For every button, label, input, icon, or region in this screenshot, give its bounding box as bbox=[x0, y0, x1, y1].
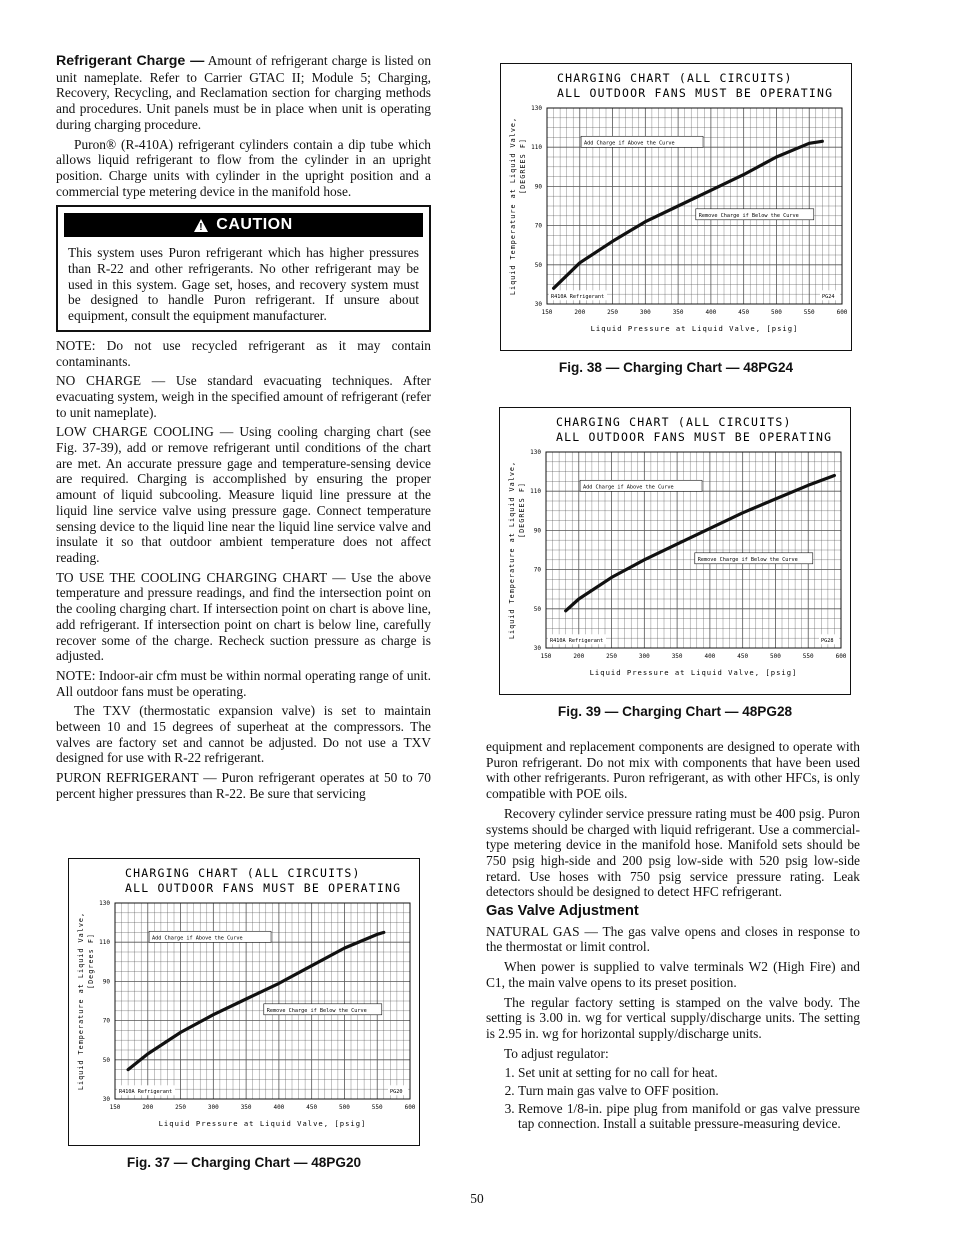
x-tick-label: 400 bbox=[705, 309, 717, 316]
x-axis-label: Liquid Pressure at Liquid Valve, [psig] bbox=[589, 668, 798, 677]
chart-subtitle: ALL OUTDOOR FANS MUST BE OPERATING bbox=[125, 881, 402, 895]
x-tick-label: 150 bbox=[109, 1104, 121, 1111]
x-tick-label: 550 bbox=[371, 1104, 383, 1111]
y-tick-label: 130 bbox=[99, 900, 110, 907]
charging-chart-48pg24 bbox=[501, 64, 851, 345]
x-tick-label: 500 bbox=[770, 653, 781, 660]
charging-curve bbox=[566, 476, 835, 611]
y-tick-label: 130 bbox=[531, 105, 542, 112]
to-adjust-paragraph: To adjust regulator: bbox=[504, 1045, 609, 1061]
caution-text: This system uses Puron refrigerant which has higher pressures than R-22 and other refrigerants. No other refrigerant may be used in this system. Gage set, hoses, and recovery system must be designed to handle Puron refrigerant. If unsure about equipment, consult the equipment manufacturer. bbox=[68, 245, 419, 324]
figure-39 bbox=[499, 407, 851, 719]
figure-37 bbox=[68, 858, 420, 1170]
annotation-add-label: Add Charge if Above the Curve bbox=[584, 140, 675, 147]
y-tick-label: 50 bbox=[533, 605, 541, 613]
x-tick-label: 300 bbox=[207, 1104, 219, 1111]
x-tick-label: 300 bbox=[639, 309, 651, 316]
x-tick-label: 150 bbox=[541, 309, 553, 316]
x-tick-label: 450 bbox=[306, 1104, 318, 1111]
note-indoor-cfm: NOTE: Indoor-air cfm must be within normal operating range of unit. All outdoor fans must be operating. bbox=[56, 667, 431, 699]
refrigerant-charge-intro: Amount of refrigerant charge is listed on unit nameplate. Refer to Carrier GTAC II; Module 5; Charging, Recovery, Recycling, and Reclamation section for charging methods and procedures. Unit panels must be in place when unit is operating during charging procedure. bbox=[56, 53, 432, 132]
y-tick-label: 30 bbox=[102, 1096, 110, 1103]
y-axis-unit-label: [DEGREES F] bbox=[518, 481, 526, 539]
adjust-steps-list bbox=[486, 1065, 860, 1132]
equipment-paragraph: equipment and replacement components are designed to operate with Puron refrigerant. Do not mix with components that have been used with other refrigerants. Puron refrigerant, as with other HFCs, is only compatible with POE oils. bbox=[486, 739, 860, 802]
x-tick-label: 500 bbox=[339, 1104, 350, 1111]
charging-chart-48pg20 bbox=[69, 859, 419, 1140]
x-tick-label: 400 bbox=[273, 1104, 285, 1111]
model-label: PG20 bbox=[390, 1089, 403, 1096]
x-tick-label: 300 bbox=[638, 653, 650, 660]
y-axis-unit-label: [DEGREES F] bbox=[519, 137, 527, 195]
figure-caption: Fig. 37 — Charging Chart — 48PG20 bbox=[126, 1155, 362, 1170]
low-charge-cooling-paragraph: LOW CHARGE COOLING — Using cooling charging chart (see Fig. 37-39), add or remove refrigerant until conditions of the chart are met. An accurate pressure gage and temperature-sensing device are required. Charging is accomplished by ensuring the proper amount of liquid subcooling. Measure liquid line pressure at the liquid line service valve using pressure gage. Connect temperature sensing device to the liquid line near the liquid line service valve and insulate it so that outdoor ambient temperature does not affect reading. bbox=[56, 424, 431, 565]
y-tick-label: 90 bbox=[533, 527, 541, 535]
x-tick-label: 550 bbox=[803, 309, 815, 316]
gas-valve-heading: Gas Valve Adjustment bbox=[486, 903, 639, 920]
x-tick-label: 400 bbox=[704, 653, 716, 660]
y-tick-label: 90 bbox=[534, 183, 542, 191]
y-axis-label: Liquid Temperature at Liquid Valve, bbox=[508, 460, 516, 640]
caution-label: CAUTION bbox=[216, 216, 293, 234]
puron-refrigerant-paragraph: PURON REFRIGERANT — Puron refrigerant operates at 50 to 70 percent higher pressures than R-22. Be sure that servicing bbox=[56, 770, 431, 801]
x-tick-label: 600 bbox=[835, 653, 847, 660]
y-tick-label: 90 bbox=[102, 978, 110, 986]
natural-gas-paragraph: NATURAL GAS — The gas valve opens and closes in response to the thermostat or limit control. bbox=[486, 923, 860, 955]
x-tick-label: 150 bbox=[540, 653, 552, 660]
x-tick-label: 600 bbox=[404, 1104, 416, 1111]
x-tick-label: 450 bbox=[737, 653, 749, 660]
list-item: 3. Remove 1/8-in. pipe plug from manifold or gas valve pressure tap connection. Install a suitable pressure-measuring device. bbox=[518, 1101, 860, 1132]
regular-setting-paragraph: The regular factory setting is stamped on the valve body. The setting is 3.00 in. wg for vertical supply/discharge units. The setting is 2.95 in. wg for horizontal supply/discharge units. bbox=[486, 994, 860, 1041]
refrigerant-charge-heading: Refrigerant Charge — bbox=[56, 53, 205, 69]
x-tick-label: 350 bbox=[672, 309, 684, 316]
x-tick-label: 250 bbox=[607, 309, 618, 316]
x-tick-label: 350 bbox=[240, 1104, 252, 1111]
y-tick-label: 70 bbox=[534, 222, 542, 230]
power-supplied-paragraph: When power is supplied to valve terminals W2 (High Fire) and C1, the main valve opens to its preset position. bbox=[486, 959, 860, 990]
left-column bbox=[56, 53, 431, 806]
chart-frame bbox=[500, 63, 852, 351]
chart-subtitle: ALL OUTDOOR FANS MUST BE OPERATING bbox=[557, 86, 834, 100]
y-axis-label: Liquid Temperature at Liquid Valve, bbox=[509, 116, 517, 296]
refrigerant-label: R410A Refrigerant bbox=[119, 1089, 173, 1096]
warning-triangle-icon bbox=[194, 219, 208, 232]
x-axis-label: Liquid Pressure at Liquid Valve, [psig] bbox=[158, 1119, 367, 1128]
to-use-chart-paragraph: TO USE THE COOLING CHARGING CHART — Use the above temperature and pressure readings, and find the intersection point on the cooling charging chart. If intersection point on chart is above line, add refrigerant. If intersection point on chart is below line, carefully recover some of the charge. Recheck suction pressure as charge is adjusted. bbox=[56, 569, 431, 664]
recovery-cylinder-paragraph: Recovery cylinder service pressure rating must be 400 psig. Puron systems should be charged with liquid refrigerant. Use a commercial-type metering device in the manifold hose. Manifold sets should be 750 psig high-side and 200 psig low-side with 520 psig low-side retard. Use hoses with 750 psig service pressure rating. Leak detectors should be designed to detect HFC refrigerant. bbox=[486, 805, 860, 900]
x-axis-label: Liquid Pressure at Liquid Valve, [psig] bbox=[590, 324, 799, 333]
y-tick-label: 110 bbox=[99, 939, 110, 947]
refrigerant-charge-paragraph bbox=[56, 53, 431, 133]
y-tick-label: 70 bbox=[102, 1017, 110, 1025]
annotation-remove-label: Remove Charge if Below the Curve bbox=[697, 556, 798, 563]
y-tick-label: 110 bbox=[530, 488, 541, 496]
note-recycled-refrigerant: NOTE: Do not use recycled refrigerant as it may contain contaminants. bbox=[56, 337, 431, 369]
x-tick-label: 600 bbox=[836, 309, 848, 316]
chart-title: CHARGING CHART (ALL CIRCUITS) bbox=[125, 866, 361, 880]
x-tick-label: 450 bbox=[738, 309, 750, 316]
annotation-add-label: Add Charge if Above the Curve bbox=[583, 484, 674, 491]
chart-frame bbox=[68, 858, 420, 1146]
caution-banner bbox=[64, 213, 423, 237]
y-axis-label: Liquid Temperature at Liquid Valve, bbox=[77, 911, 85, 1091]
chart-title: CHARGING CHART (ALL CIRCUITS) bbox=[557, 71, 793, 85]
figure-38 bbox=[500, 63, 852, 375]
x-tick-label: 550 bbox=[802, 653, 814, 660]
charging-chart-48pg28 bbox=[500, 408, 850, 689]
y-tick-label: 130 bbox=[530, 449, 541, 456]
y-tick-label: 30 bbox=[533, 645, 541, 652]
puron-dip-tube-paragraph: Puron® (R-410A) refrigerant cylinders contain a dip tube which allows liquid refrigerant to flow from the cylinder in an upright position. Charge units with cylinder in the upright position and a commercial type metering device in the manifold hose. bbox=[56, 136, 431, 199]
right-column bbox=[486, 739, 860, 1134]
y-tick-label: 30 bbox=[534, 301, 542, 308]
x-tick-label: 200 bbox=[574, 309, 586, 316]
x-tick-label: 500 bbox=[771, 309, 782, 316]
figure-caption: Fig. 38 — Charging Chart — 48PG24 bbox=[558, 360, 794, 375]
x-tick-label: 350 bbox=[671, 653, 683, 660]
x-tick-label: 250 bbox=[606, 653, 617, 660]
model-label: PG28 bbox=[821, 638, 834, 645]
no-charge-paragraph: NO CHARGE — Use standard evacuating techniques. After evacuating system, weigh in the specified amount of refrigerant (refer to unit nameplate). bbox=[56, 373, 431, 420]
caution-box bbox=[56, 205, 431, 332]
refrigerant-label: R410A Refrigerant bbox=[550, 638, 604, 645]
page-number: 50 bbox=[470, 1191, 484, 1206]
x-tick-label: 200 bbox=[142, 1104, 154, 1111]
y-tick-label: 50 bbox=[102, 1056, 110, 1064]
y-tick-label: 70 bbox=[533, 566, 541, 574]
txv-paragraph: The TXV (thermostatic expansion valve) is set to maintain between 10 and 15 degrees of superheat at the compressors. The valves are factory set and cannot be adjusted. Do not use a TXV designed for use with R-22 refrigerant. bbox=[56, 703, 431, 766]
y-tick-label: 110 bbox=[531, 144, 542, 152]
annotation-remove-label: Remove Charge if Below the Curve bbox=[266, 1007, 367, 1014]
chart-frame bbox=[499, 407, 851, 695]
chart-subtitle: ALL OUTDOOR FANS MUST BE OPERATING bbox=[556, 430, 833, 444]
model-label: PG24 bbox=[822, 294, 835, 301]
x-tick-label: 200 bbox=[573, 653, 585, 660]
annotation-add-label: Add Charge if Above the Curve bbox=[152, 935, 243, 942]
y-tick-label: 50 bbox=[534, 261, 542, 269]
chart-title: CHARGING CHART (ALL CIRCUITS) bbox=[556, 415, 792, 429]
list-item: 1. Set unit at setting for no call for heat. bbox=[518, 1065, 860, 1081]
figure-caption: Fig. 39 — Charging Chart — 48PG28 bbox=[557, 704, 793, 719]
y-axis-unit-label: [Degrees F] bbox=[87, 932, 95, 990]
x-tick-label: 250 bbox=[175, 1104, 186, 1111]
refrigerant-label: R410A Refrigerant bbox=[551, 294, 605, 301]
annotation-remove-label: Remove Charge if Below the Curve bbox=[698, 212, 799, 219]
list-item: 2. Turn main gas valve to OFF position. bbox=[518, 1083, 860, 1099]
